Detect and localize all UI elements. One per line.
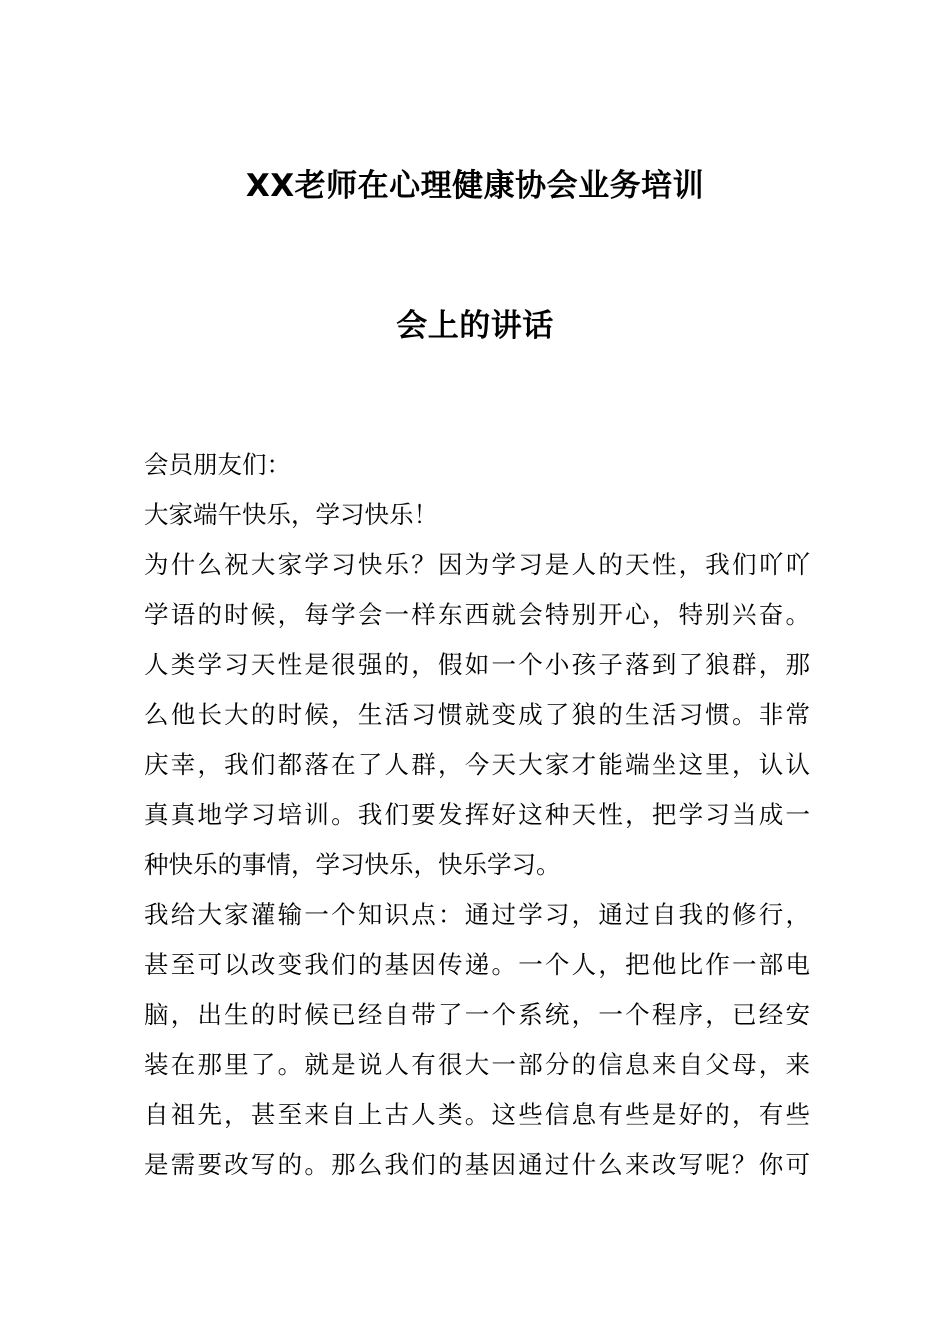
document-title-line-2: 会上的讲话 [396,308,554,344]
body-line: 真真地学习培训。我们要发挥好这种天性，把学习当成一 [144,800,810,829]
body-line: 庆幸，我们都落在了人群，今天大家才能端坐这里，认认 [144,750,810,779]
document-title-line-1: XX老师在心理健康协会业务培训 [245,168,705,204]
body-line: 装在那里了。就是说人有很大一部分的信息来自父母，来 [144,1050,810,1079]
body-line: 我给大家灌输一个知识点：通过学习，通过自我的修行， [144,900,810,929]
body-line: 自祖先，甚至来自上古人类。这些信息有些是好的，有些 [144,1100,810,1129]
body-line: 脑，出生的时候已经自带了一个系统，一个程序，已经安 [144,1000,810,1029]
greeting-line: 大家端午快乐，学习快乐！ [144,500,438,529]
body-line: 是需要改写的。那么我们的基因通过什么来改写呢？你可 [144,1150,810,1179]
speech-body [144,440,810,1190]
salutation-line: 会员朋友们： [144,450,291,479]
body-line: 甚至可以改变我们的基因传递。一个人，把他比作一部电 [144,950,810,979]
body-line: 种快乐的事情，学习快乐，快乐学习。 [144,850,561,879]
body-line: 学语的时候，每学会一样东西就会特别开心，特别兴奋。 [144,600,810,629]
body-line: 么他长大的时候，生活习惯就变成了狼的生活习惯。非常 [144,700,810,729]
body-line: 为什么祝大家学习快乐？因为学习是人的天性，我们吖吖 [144,550,810,579]
body-line: 人类学习天性是很强的，假如一个小孩子落到了狼群，那 [144,650,810,679]
